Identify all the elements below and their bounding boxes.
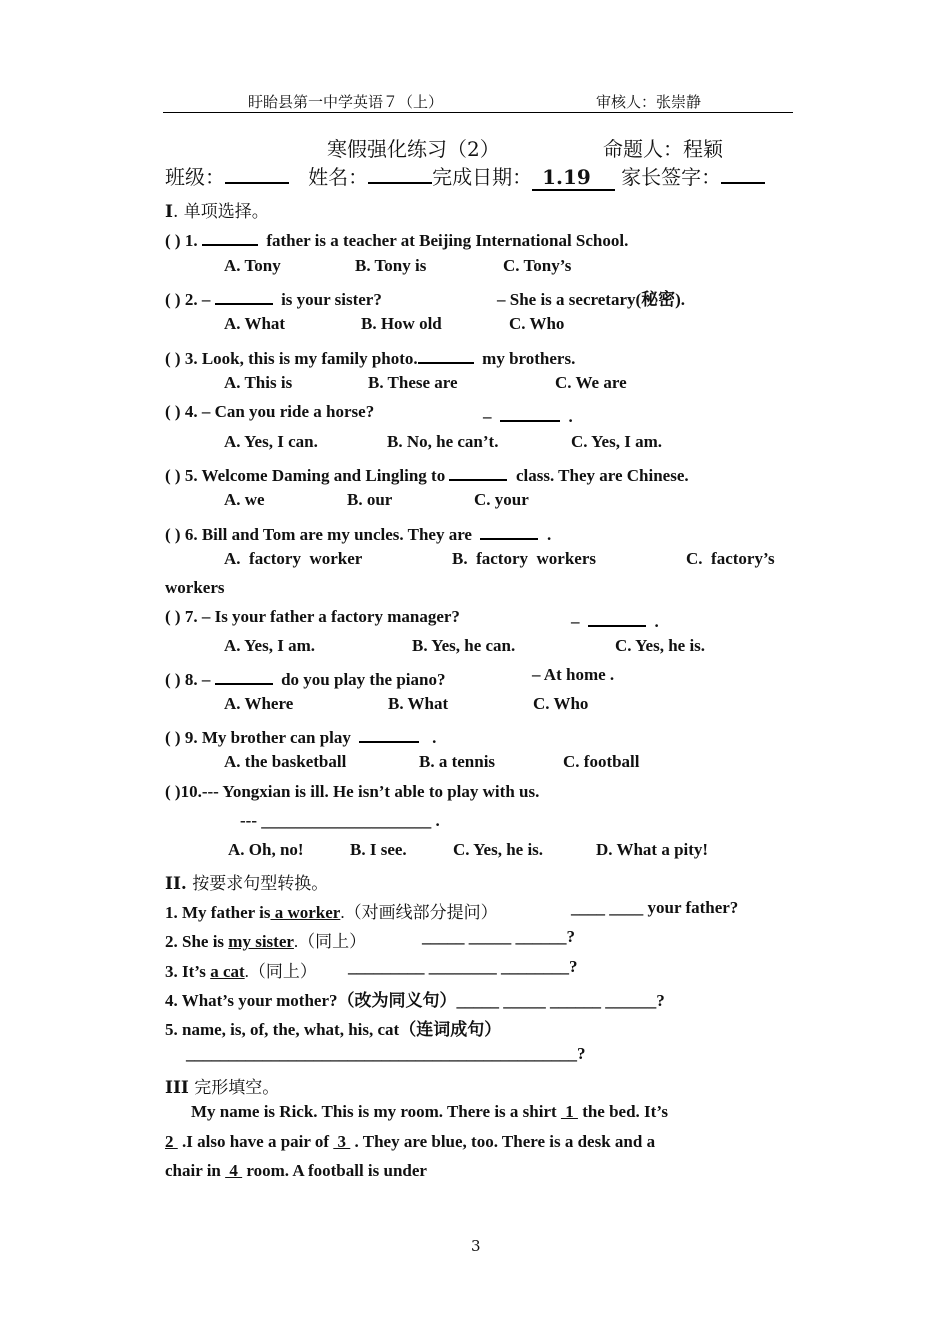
q8-option-c[interactable]: C. Who	[533, 694, 589, 713]
class-label: 班级：	[165, 165, 225, 189]
parent-signature-field[interactable]	[721, 164, 765, 184]
q10-option-d[interactable]: D. What a pity!	[596, 840, 709, 859]
transform-1-answer[interactable]: ____ ____ your father?	[571, 898, 739, 917]
q6-option-c-continued: workers	[165, 578, 225, 597]
q3-option-a[interactable]: A. This is	[224, 373, 293, 392]
parent-label: 家长签字：	[621, 165, 722, 189]
q7-answer: – .	[571, 607, 659, 632]
q1-option-c[interactable]: C. Tony’s	[503, 256, 572, 275]
cloze-line-3: chair in 4 room. A football is under	[165, 1161, 427, 1180]
q4-stem: ( ) 4. – Can you ride a horse?	[165, 402, 375, 421]
q9-stem: ( ) 9. My brother can play .	[165, 723, 436, 748]
q3-option-c[interactable]: C. We are	[555, 373, 627, 392]
transform-5-answer[interactable]: ______________________________________________?	[186, 1044, 586, 1063]
q1-option-a[interactable]: A. Tony	[224, 256, 281, 275]
transform-1: 1. My father is a worker.（对画线部分提问）	[165, 903, 498, 922]
q7-option-c[interactable]: C. Yes, he is.	[615, 636, 706, 655]
cloze-line-1: My name is Rick. This is my room. There is a shirt 1 the bed. It’s	[191, 1102, 668, 1121]
q6-option-c[interactable]: C. factory’s	[686, 549, 775, 568]
q4-blank[interactable]	[500, 402, 560, 422]
worksheet-title: 寒假强化练习（2）	[327, 137, 500, 161]
worksheet-author: 命题人：程颖	[603, 137, 723, 161]
q10-reply: --- ____________________ .	[240, 811, 440, 830]
q2-stem: ( ) 2. – is your sister?	[165, 285, 382, 310]
q10-stem: ( )10.--- Yongxian is ill. He isn’t able to play with us.	[165, 782, 540, 801]
cloze-line-2: 2 .I also have a pair of 3 . They are blue, too. There is a desk and a	[165, 1132, 656, 1151]
header-divider	[163, 112, 793, 113]
q10-option-c[interactable]: C. Yes, he is.	[453, 840, 544, 859]
header-school: 盱眙县第一中学英语７（上）	[248, 93, 444, 111]
q2-blank[interactable]	[215, 285, 273, 305]
q2-option-c[interactable]: C. Who	[509, 314, 565, 333]
name-label: 姓名：	[308, 165, 369, 189]
q3-option-b[interactable]: B. These are	[368, 373, 458, 392]
transform-2-answer[interactable]: _____ _____ ______?	[422, 927, 575, 946]
q1-blank[interactable]	[202, 226, 258, 246]
q1-stem: ( ) 1. father is a teacher at Beijing International School.	[165, 226, 628, 251]
q6-blank[interactable]	[480, 520, 538, 540]
q10-option-b[interactable]: B. I see.	[350, 840, 407, 859]
section1-heading: I. 单项选择。	[165, 202, 269, 222]
date-value: 1.19	[532, 165, 615, 191]
date-label: 完成日期：	[432, 165, 533, 189]
q4-option-b[interactable]: B. No, he can’t.	[387, 432, 499, 451]
transform-4[interactable]: 4. What’s your mother?（改为同义句）_____ _____ ______ ______?	[165, 991, 665, 1010]
page-number: 3	[471, 1237, 481, 1255]
q3-blank[interactable]	[418, 344, 474, 364]
transform-3: 3. It’s a cat.（同上）	[165, 962, 317, 981]
q7-option-a[interactable]: A. Yes, I am.	[224, 636, 315, 655]
q6-stem: ( ) 6. Bill and Tom are my uncles. They are .	[165, 520, 551, 545]
cloze-blank-1[interactable]: 1	[560, 1102, 578, 1121]
q5-blank[interactable]	[449, 461, 507, 481]
q4-option-c[interactable]: C. Yes, I am.	[571, 432, 662, 451]
q8-blank[interactable]	[215, 665, 273, 685]
q6-option-b[interactable]: B. factory workers	[452, 549, 596, 568]
transform-5: 5. name, is, of, the, what, his, cat（连词成句）	[165, 1020, 502, 1039]
q5-option-c[interactable]: C. your	[474, 490, 529, 509]
q7-option-b[interactable]: B. Yes, he can.	[412, 636, 516, 655]
name-field[interactable]	[368, 164, 432, 184]
q2-option-a[interactable]: A. What	[224, 314, 286, 333]
section3-heading: III 完形填空。	[165, 1078, 280, 1098]
q10-option-a[interactable]: A. Oh, no!	[228, 840, 304, 859]
q5-stem: ( ) 5. Welcome Daming and Lingling to class. They are Chinese.	[165, 461, 689, 486]
transform-2: 2. She is my sister.（同上）	[165, 932, 367, 951]
q2-reply: – She is a secretary(秘密).	[497, 290, 686, 309]
q7-stem: ( ) 7. – Is your father a factory manager?	[165, 607, 460, 626]
header-reviewer: 审核人：张崇静	[596, 93, 702, 111]
q4-option-a[interactable]: A. Yes, I can.	[224, 432, 318, 451]
q5-option-b[interactable]: B. our	[347, 490, 393, 509]
q8-stem: ( ) 8. – do you play the piano?	[165, 665, 445, 690]
transform-3-answer[interactable]: _________ ________ ________?	[348, 957, 578, 976]
class-field[interactable]	[225, 164, 289, 184]
cloze-blank-3[interactable]: 3	[333, 1132, 351, 1151]
q1-option-b[interactable]: B. Tony is	[355, 256, 427, 275]
cloze-blank-2[interactable]: 2	[165, 1132, 178, 1151]
cloze-blank-4[interactable]: 4	[225, 1161, 243, 1180]
q8-reply: – At home .	[532, 665, 615, 684]
q8-option-a[interactable]: A. Where	[224, 694, 294, 713]
q6-option-a[interactable]: A. factory worker	[224, 549, 363, 568]
q9-option-c[interactable]: C. football	[563, 752, 640, 771]
q9-option-b[interactable]: B. a tennis	[419, 752, 496, 771]
q9-blank[interactable]	[359, 723, 419, 743]
student-info	[165, 161, 765, 190]
q8-option-b[interactable]: B. What	[388, 694, 449, 713]
q5-option-a[interactable]: A. we	[224, 490, 265, 509]
q7-blank[interactable]	[588, 607, 646, 627]
section2-heading: II. 按要求句型转换。	[165, 874, 329, 894]
q4-answer: – .	[483, 402, 573, 427]
q9-option-a[interactable]: A. the basketball	[224, 752, 347, 771]
q2-option-b[interactable]: B. How old	[361, 314, 442, 333]
q3-stem: ( ) 3. Look, this is my family photo. my brothers.	[165, 344, 575, 369]
